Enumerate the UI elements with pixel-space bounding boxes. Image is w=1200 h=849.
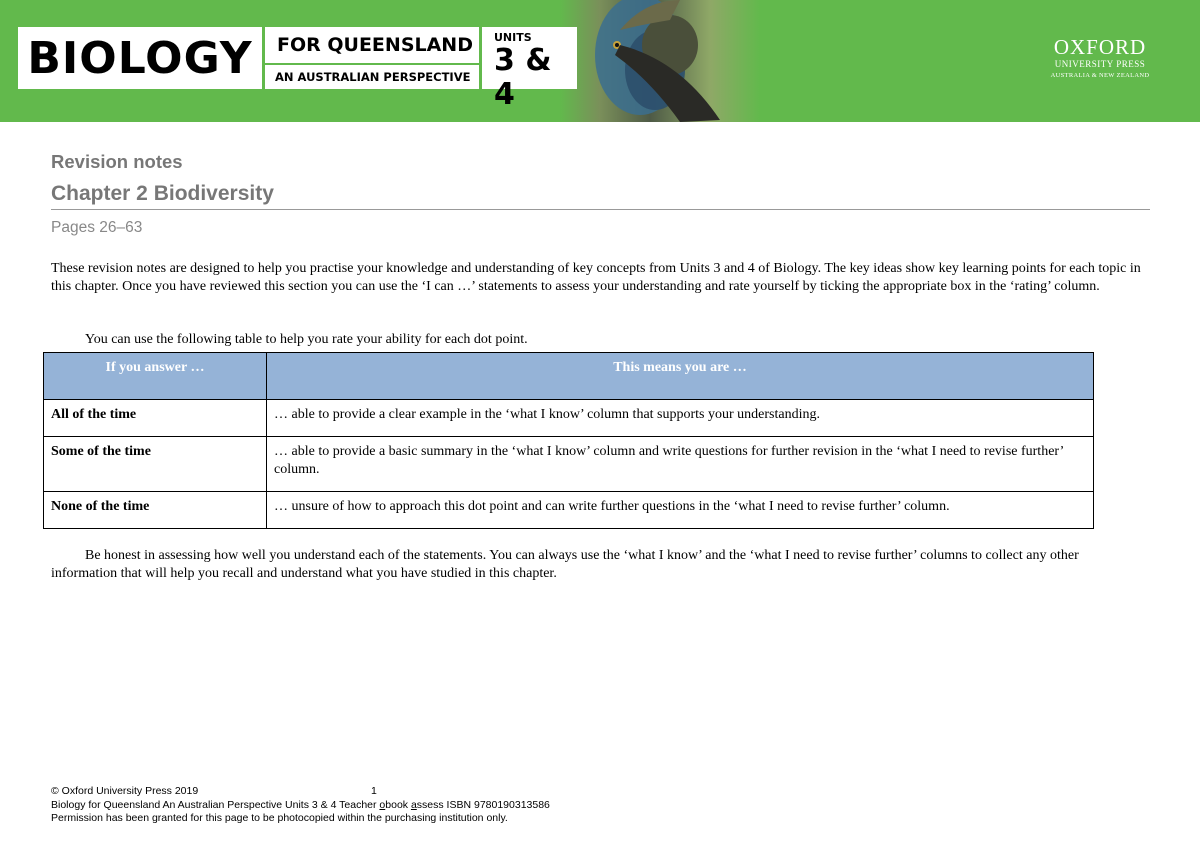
oxford-logo	[1040, 36, 1160, 81]
header-banner	[0, 0, 1200, 122]
table-header-cell: This means you are …	[267, 353, 1094, 400]
units-box	[482, 27, 577, 112]
meaning-cell: … able to provide a clear example in the ‘what I know’ column that supports your understanding.	[267, 400, 1094, 437]
page-number: 1	[371, 785, 377, 797]
heading-divider	[51, 209, 1150, 210]
permission-text: Permission has been granted for this page to be photocopied within the purchasing institution only.	[51, 812, 508, 824]
table-row	[44, 492, 1094, 529]
oxford-press: UNIVERSITY PRESS	[1054, 59, 1146, 69]
intro-paragraph: These revision notes are designed to help you practise your knowledge and understanding of key concepts from Units 3 and 4 of Biology. The key ideas show key learning points for each topic in this chapter. Once you have reviewed this section you can use the ‘I can …’ statements to assess your understanding and rate yourself by ticking the appropriate box in the ‘rating’ column.	[51, 261, 1141, 294]
isbn-o: o	[379, 798, 386, 811]
rating-table	[43, 352, 1094, 529]
meaning-cell: … able to provide a basic summary in the ‘what I know’ column and write questions for further revision in the ‘what I need to revise further’ column.	[267, 437, 1094, 492]
for-queensland-text: FOR QUEENSLAND	[265, 27, 479, 65]
australian-perspective-text: AN AUSTRALIAN PERSPECTIVE	[275, 70, 471, 84]
revision-notes-heading: Revision notes	[51, 151, 183, 172]
isbn-a: a	[410, 798, 417, 811]
table-intro-paragraph: You can use the following table to help you rate your ability for each dot point.	[85, 332, 528, 347]
isbn-line	[51, 799, 550, 813]
units-number: 3 & 4	[494, 43, 552, 112]
biology-title-box	[18, 27, 262, 89]
answer-cell: None of the time	[44, 492, 267, 529]
biology-wordmark: BIOLOGY	[27, 32, 253, 84]
table-header-cell: If you answer …	[44, 353, 267, 400]
isbn-rest: ssess ISBN 9780190313586	[416, 798, 550, 811]
cassowary-image	[560, 0, 760, 122]
answer-cell: Some of the time	[44, 437, 267, 492]
pages-range: Pages 26–63	[51, 219, 143, 236]
isbn-prefix: Biology for Queensland An Australian Perspective Units 3 & 4 Teacher	[51, 798, 380, 811]
oxford-name: OXFORD	[1053, 35, 1147, 59]
chapter-title: Chapter 2 Biodiversity	[51, 182, 274, 205]
table-row	[44, 400, 1094, 437]
meaning-cell: … unsure of how to approach this dot point and can write further questions in the ‘what I need to revise further’ column.	[267, 492, 1094, 529]
isbn-book: book	[385, 798, 411, 811]
table-header-row	[44, 353, 1094, 400]
copyright-text: © Oxford University Press 2019	[51, 785, 199, 797]
closing-paragraph: Be honest in assessing how well you understand each of the statements. You can always use the ‘what I know’ and the ‘what I need to revise further’ columns to collect any other information that will help you recall and understand what you have studied in this chapter.	[51, 548, 1079, 581]
page-footer	[51, 785, 550, 826]
queensland-title-box	[265, 27, 479, 89]
units-label: UNITS	[494, 31, 532, 44]
table-row	[44, 437, 1094, 492]
answer-cell: All of the time	[44, 400, 267, 437]
oxford-region: AUSTRALIA & NEW ZEALAND	[1050, 72, 1150, 79]
